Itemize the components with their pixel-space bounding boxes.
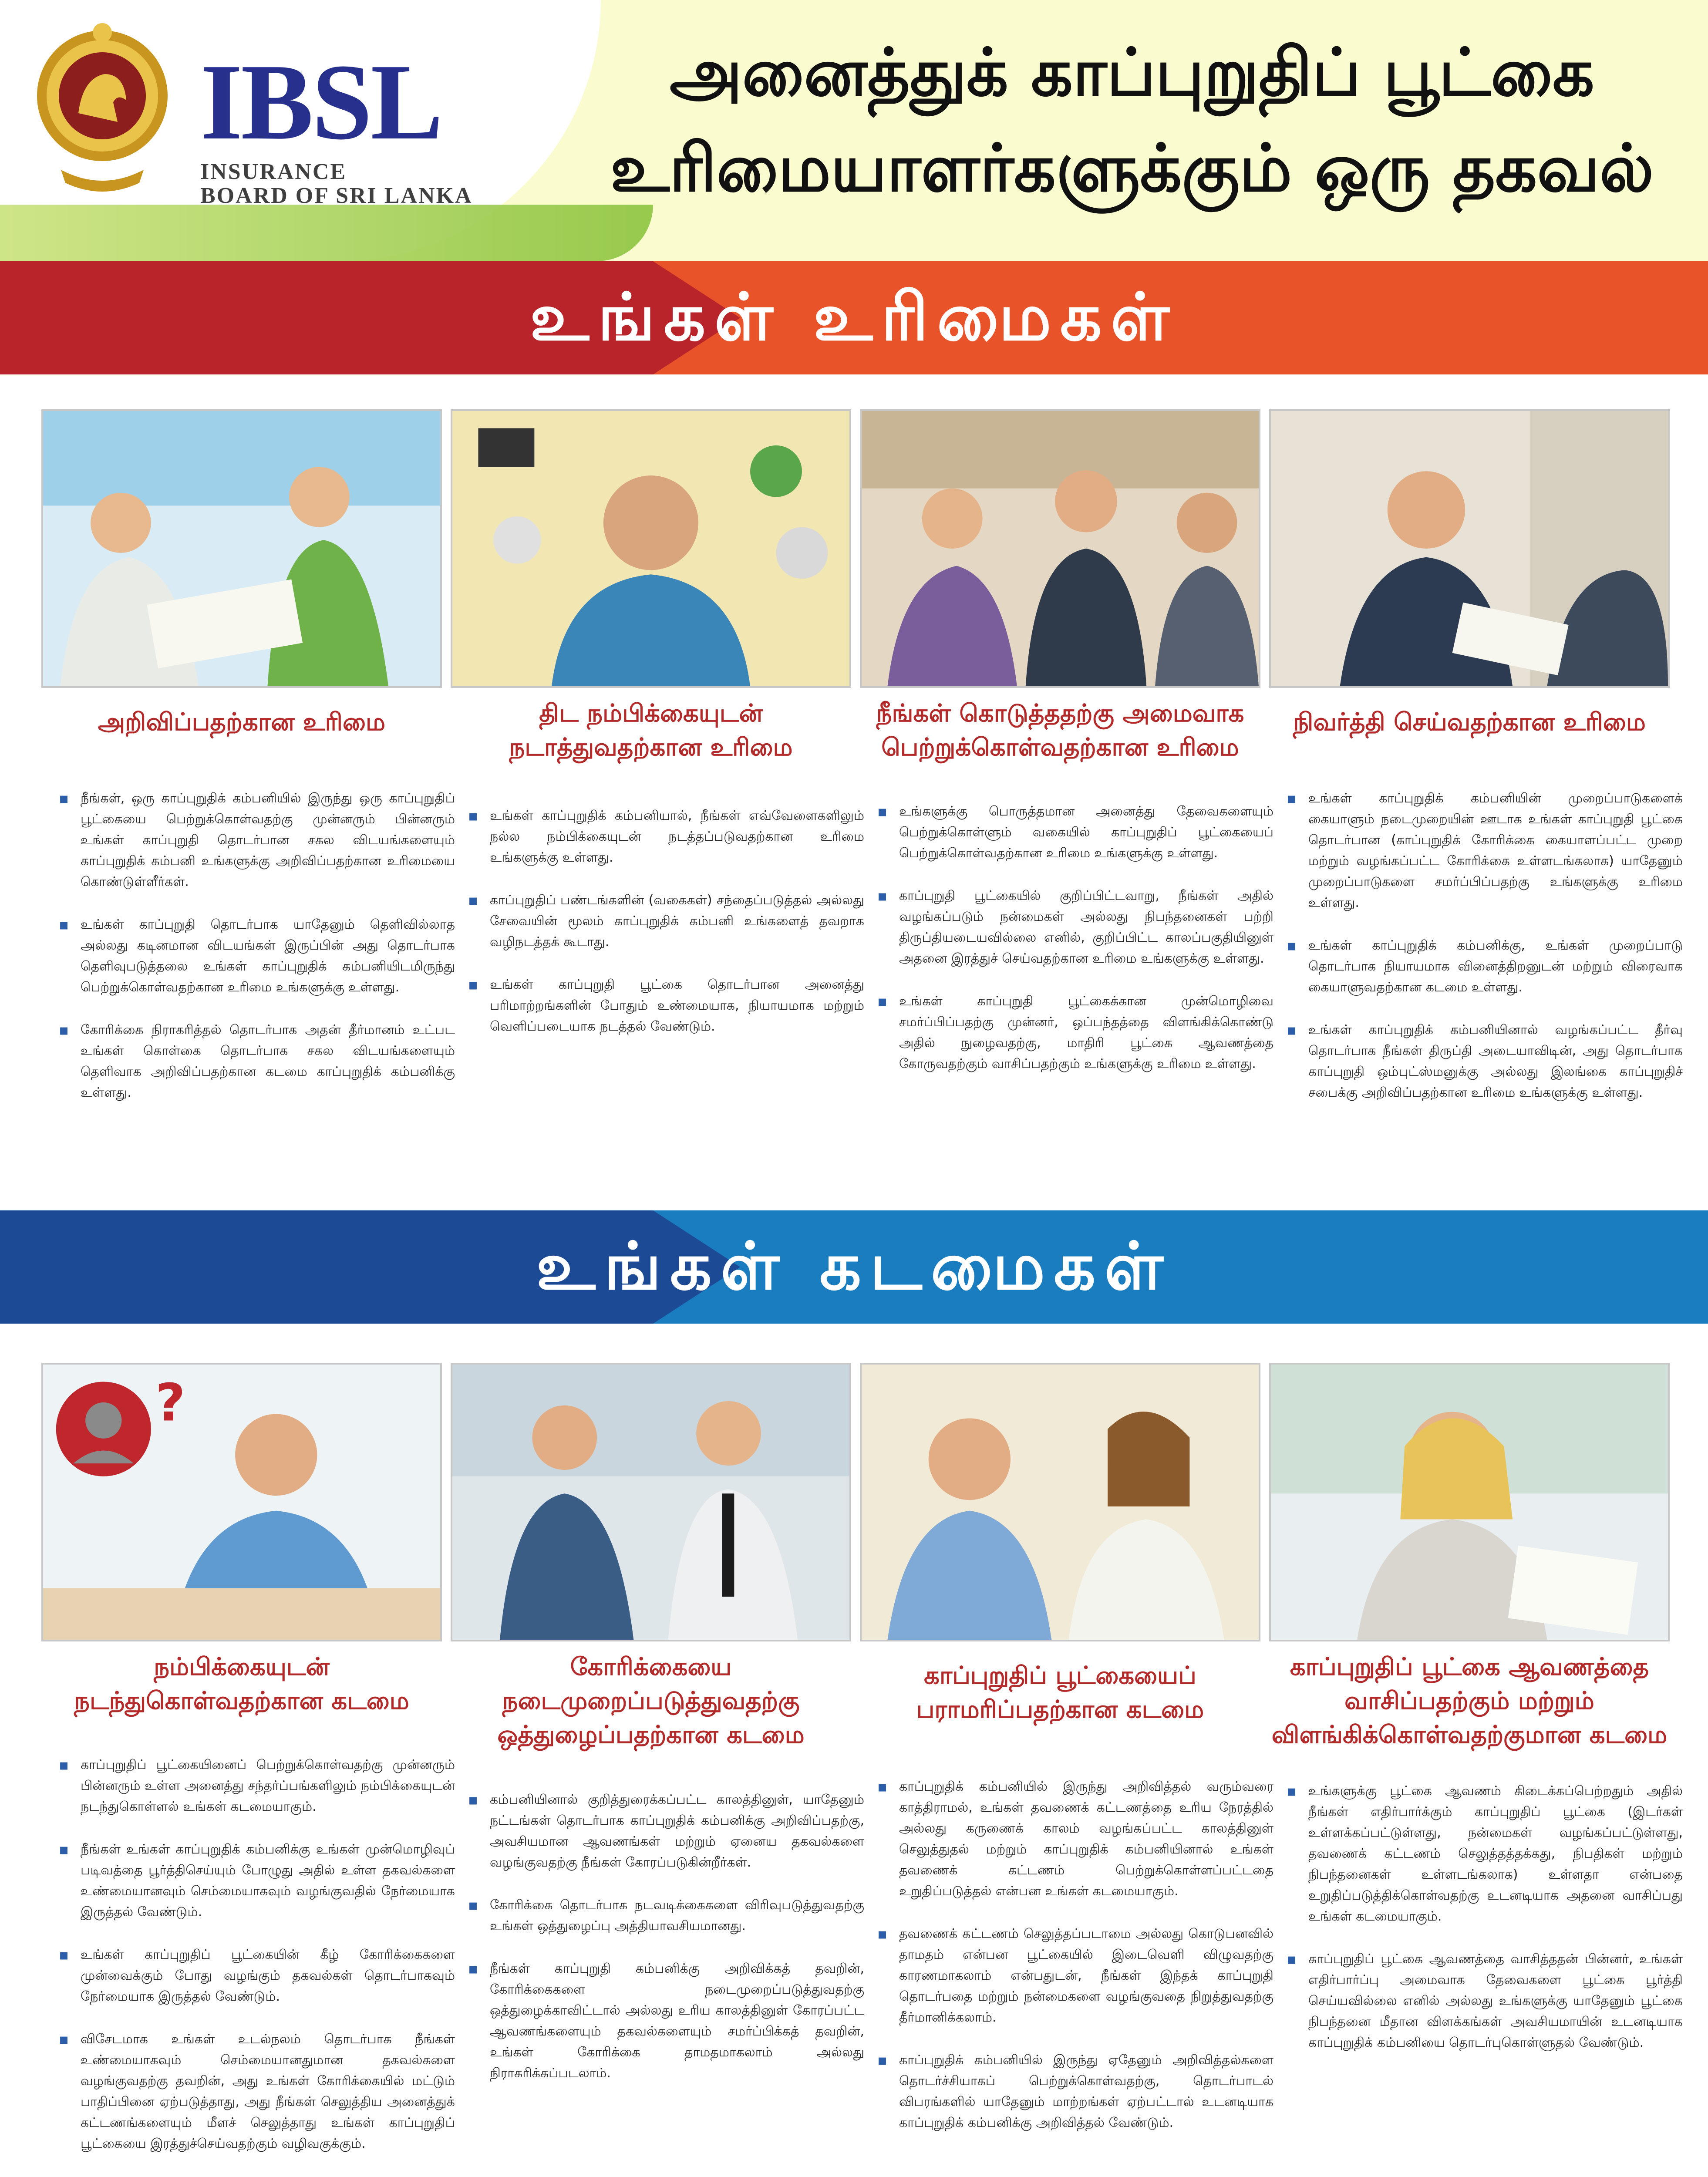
list-item: ▪ உங்கள் காப்புறுதி தொடர்பாக யாதேனும் தெளிவில்லாத அல்லது கடினமான விடயங்கள் இருப்பின் அது தொடர்பாக தெளிவுபடுத்தலை உங்கள் காப்புறுதிக் கம்பனியிடமிருந்து பெற்றுக்கொள்வதற்கான உரிமை உங்களுக்கு உள்ளது. (81, 914, 455, 998)
ibsl-logo: IBSL (200, 42, 441, 162)
rights-section (0, 392, 1708, 1210)
card-title: கோரிக்கையை நடைமுறைப்படுத்துவதற்கு ஒத்துழைப்பதற்கான கடமை (497, 1653, 805, 1749)
list-item: ▪ காப்புறுதி பூட்கையில் குறிப்பிட்டவாறு, நீங்கள் அதில் வழங்கப்படும் நன்மைகள் அல்லது நிபந்தனைகள் பற்றி திருப்தியடையவில்லை எனில், குறிப்பிட்ட காலப்பகுதியினுள் அதனை இரத்துச் செய்வதற்கான உரிமை உங்களுக்கு உள்ளது. (899, 886, 1273, 969)
card-points (877, 801, 1273, 1096)
duties-banner (0, 1210, 1708, 1324)
header-swoosh (0, 205, 653, 261)
card-title: நம்பிக்கையுடன் நடந்துகொள்வதற்கான கடமை (74, 1653, 409, 1715)
card-title: காப்புறுதிப் பூட்கையைப் பராமரிப்பதற்கான கடமை (916, 1661, 1204, 1724)
list-item: ▪ உங்கள் காப்புறுதி பூட்கைக்கான முன்மொழிவை சமர்ப்பிப்பதற்கு முன்னர், ஒப்பந்தத்தை விளங்கிக்கொண்டு அதில் நுழைவதற்கு, மாதிரி பூட்கை ஆவணத்தை கோருவதற்கும் வாசிப்பதற்கும் உங்களுக்கு உரிமை உள்ளது. (899, 991, 1273, 1075)
illustration-man-thinking (451, 409, 851, 688)
list-item: ▪ தவணைக் கட்டணம் செலுத்தப்படாமை அல்லது கொடுபனவில் தாமதம் என்பன பூட்கையில் இடைவெளி விழுவதற்கு காரணமாகலாம் என்பதுடன், நீங்கள் இந்தக் காப்புறுதி தொடர்பதை மற்றும் நன்மைகளை வழங்குவதை நிறுத்துவதற்கு தீர்மானிக்கலாம். (899, 1924, 1273, 2028)
list-item: ▪ உங்கள் காப்புறுதி பூட்கை தொடர்பான அனைத்து பரிமாற்றங்களின் போதும் உண்மையாக, நியாயமாக மற்றும் வெளிப்படையாக நடத்தல் வேண்டும். (490, 974, 864, 1037)
illustration-woman-reading (1269, 1363, 1670, 1641)
list-item: ▪ நீங்கள் உங்கள் காப்புறுதிக் கம்பனிக்கு உங்கள் முன்மொழிவுப் படிவத்தை பூர்த்திசெய்யும் போழுது அதில் உள்ள தகவல்களை உண்மையானவும் செம்மையாகவும் வழங்குவதில் நேர்மையாக இருத்தல் வேண்டும். (81, 1839, 455, 1923)
list-item: ▪ கம்பனியினால் குறித்துரைக்கப்பட்ட காலத்தினுள், யாதேனும் நட்டங்கள் தொடர்பாக காப்புறுதிக் கம்பனிக்கு அறிவிப்பதற்கு, அவசியமான ஆவணங்கள் மற்றும் ஏனைய தகவல்களை வழங்குவதற்கு நீங்கள் கோரப்படுகின்றீர்கள். (490, 1789, 864, 1873)
card-title: நீங்கள் கொடுத்ததற்கு அமைவாக பெற்றுக்கொள்வதற்கான உரிமை (876, 699, 1244, 762)
list-item: ▪ நீங்கள், ஒரு காப்புறுதிக் கம்பனியில் இருந்து ஒரு காப்புறுதிப் பூட்கையை பெற்றுக்கொள்வதற்கு முன்னரும் பின்னரும் உங்கள் காப்புறுதி தொடர்பான சகல விடயங்களையும் காப்புறுதிக் கம்பனி உங்களுக்கு அறிவிப்பதற்கான உரிமையை கொண்டுள்ளீர்கள். (81, 788, 455, 893)
list-item: ▪ கோரிக்கை நிராகரித்தல் தொடர்பாக அதன் தீர்மானம் உட்பட உங்கள் கொள்கை தொடர்பாக சகல விடயங்களையும் தெளிவாக அறிவிப்பதற்கான கடமை காப்புறுதிக் கம்பனிக்கு உள்ளது. (81, 1020, 455, 1103)
list-item: ▪ உங்கள் காப்புறுதிக் கம்பனிக்கு, உங்கள் முறைப்பாடு தொடர்பாக நியாயமாக வினைத்திறனுடன் மற்றும் விரைவாக கையாளுவதற்கான கடமை உள்ளது. (1308, 935, 1683, 998)
card-points (468, 1789, 864, 2106)
list-item: ▪ உங்கள் காப்புறுதிக் கம்பனியால், நீங்கள் எவ்வேளைகளிலும் நல்ல நம்பிக்கையுடன் நடத்தப்படுவதற்கான உரிமை உங்களுக்கு உள்ளது. (490, 805, 864, 868)
card-points (877, 1776, 1273, 2155)
list-item: ▪ கோரிக்கை தொடர்பாக நடவடிக்கைகளை விரிவுபடுத்துவதற்கு உங்கள் ஒத்துழைப்பு அத்தியாவசியமானது. (490, 1895, 864, 1937)
card-title: காப்புறுதிப் பூட்கை ஆவணத்தை வாசிப்பதற்கும் மற்றும் விளங்கிக்கொள்வதற்குமான கடமை (1271, 1653, 1668, 1749)
list-item: ▪ நீங்கள் காப்புறுதி கம்பனிக்கு அறிவிக்கத் தவறின், கோரிக்கைகளை நடைமுறைப்படுத்துவதற்கு ஒத்துழைக்காவிட்டால் அல்லது உரிய காலத்தினுள் கோரப்பட்ட ஆவணங்களையும் தகவல்களையும் சமர்ப்பிக்கத் தவறின், உங்கள் கோரிக்கை தாமதமாகலாம் அல்லது நிராகரிக்கப்படலாம். (490, 1958, 864, 2084)
card-points (1287, 788, 1683, 1125)
list-item: ▪ உங்கள் காப்புறுதிக் கம்பனியினால் வழங்கப்பட்ட தீர்வு தொடர்பாக நீங்கள் திருப்தி அடையாவிடின், அது தொடர்பாக காப்புறுதி ஒம்புட்ஸ்மனுக்கு அல்லது இலங்கை காப்புறுதிச் சபைக்கு அறிவிப்பதற்கான உரிமை உங்களுக்கு உள்ளது. (1308, 1020, 1683, 1103)
list-item: ▪ உங்கள் காப்புறுதிக் கம்பனியின் முறைப்பாடுகளைக் கையாளும் நடைமுறையின் ஊடாக உங்கள் காப்புறுதி பூட்கை தொடர்பான (காப்புறுதிக் கோரிக்கை கையாளப்பட்ட முறை மற்றும் வழங்கப்பட்ட கோரிக்கை உள்ளடங்கலாக) யாதேனும் முறைப்பாடுகளை சமர்ப்பிப்பதற்கு உங்களுக்கு உரிமை உள்ளது. (1308, 788, 1683, 913)
list-item: ▪ உங்கள் காப்புறுதிப் பூட்கையின் கீழ் கோரிக்கைகளை முன்வைக்கும் போது வழங்கும் தகவல்கள் தொடர்பாகவும் நேர்மையாக இருத்தல் வேண்டும். (81, 1944, 455, 2007)
list-item: ▪ காப்புறுதிக் கம்பனியில் இருந்து அறிவித்தல் வரும்வரை காத்திராமல், உங்கள் தவணைக் கட்டணத்தை உரிய நேரத்தில் அல்லது கருணைக் காலம் வழங்கப்பட்ட காலத்தினுள் செலுத்துதல் மற்றும் காப்புறுதிக் கம்பனியினால் உங்கள் தவணைக் கட்டணம் பெற்றுக்கொள்ளப்பட்டதை உறுதிப்படுத்தல் என்பன உங்கள் கடமையாகும். (899, 1776, 1273, 1902)
card-title: நிவர்த்தி செய்வதற்கான உரிமை (1293, 708, 1646, 736)
list-item: ▪ காப்புறுதிப் பூட்கையினைப் பெற்றுக்கொள்வதற்கு முன்னரும் பின்னரும் உள்ள அனைத்து சந்தர்ப்பங்களிலும் நம்பிக்கையுடன் நடந்துகொள்ளல் உங்கள் கடமையாகும். (81, 1755, 455, 1817)
page-title-line-1: அனைத்துக் காப்புறுதிப் பூட்கை (670, 35, 1594, 111)
card-title: திட நம்பிக்கையுடன் நடாத்துவதற்கான உரிமை (509, 699, 793, 762)
sri-lanka-emblem-icon (30, 13, 174, 196)
list-item: ▪ விசேடமாக உங்கள் உடல்நலம் தொடர்பாக நீங்கள் உண்மையாகவும் செம்மையானதுமான தகவல்களை வழங்குவதற்கு தவறின், அது உங்கள் கோரிக்கையில் மட்டும் பாதிப்பினை ஏற்படுத்தாது, அது நீங்கள் செலுத்திய அனைத்துக் கட்டணங்களையும் மீளச் செலுத்தாது உங்கள் காப்புறுதிப் பூட்கையை இரத்துச்செய்வதற்கும் வழிவகுக்கும். (81, 2029, 455, 2154)
card-points (59, 1755, 455, 2176)
illustration-phone-call (860, 1363, 1260, 1641)
page-title-line-2: உரிமையாளர்களுக்கும் ஒரு தகவல் (610, 131, 1654, 206)
illustration-complaint-meeting (1269, 409, 1670, 688)
list-item: ▪ காப்புறுதிக் கம்பனியில் இருந்து ஏதேனும் அறிவித்தல்களை தொடர்ச்சியாகப் பெற்றுக்கொள்வதற்கு, தொடர்பாடல் விபரங்களில் யாதேனும் மாற்றங்கள் ஏற்பட்டால் உடனடியாக காப்புறுதிக் கம்பனிக்கு அறிவித்தல் வேண்டும். (899, 2050, 1273, 2133)
card-points (468, 805, 864, 1059)
ibsl-logo-subtitle-1: INSURANCE (200, 159, 347, 184)
list-item: ▪ உங்களுக்கு பூட்கை ஆவணம் கிடைக்கப்பெற்றதும் அதில் நீங்கள் எதிர்பார்க்கும் காப்புறுதிப் பூட்கை (இடர்கள் உள்ளக்கப்பட்டுள்ளது, நன்மைகள் வழங்கப்பட்டுள்ளது, தவணைக் கட்டணம் செலுத்தத்தக்கது, நிபதிகள் மற்றும் நிபந்தனைகள் உள்ளடங்கலாக) உள்ளதா என்பதை உறுதிப்படுத்திக்கொள்வதற்கு உடனடியாக அதனை வாசிப்பது உங்கள் கடமையாகும். (1308, 1781, 1683, 1927)
illustration-agent-explaining (41, 409, 442, 688)
card-points (59, 788, 455, 1125)
list-item: ▪ காப்புறுதிப் பண்டங்களின் (வகைகள்) சந்தைப்படுத்தல் அல்லது சேவையின் மூலம் காப்புறுதிக் கம்பனி உங்களைத் தவறாக வழிநடத்தக் கூடாது. (490, 890, 864, 953)
rights-banner-title: உங்கள் உரிமைகள் (530, 279, 1178, 355)
card-points (1287, 1781, 1683, 2075)
illustration-two-men-handshake (451, 1363, 851, 1641)
svg-text:?: ? (155, 1372, 185, 1433)
card-title: அறிவிப்பதற்கான உரிமை (98, 708, 386, 736)
list-item: ▪ உங்களுக்கு பொருத்தமான அனைத்து தேவைகளையும் பெற்றுக்கொள்ளும் வகையில் காப்புறுதிப் பூட்கையைப் பெற்றுக்கொள்வதற்கான உரிமை உங்களுக்கு உள்ளது. (899, 801, 1273, 864)
duties-banner-title: உங்கள் கடமைகள் (536, 1228, 1172, 1304)
rights-banner (0, 261, 1708, 374)
illustration-handshake-meeting (860, 409, 1260, 688)
duties-section (0, 1337, 1708, 2177)
illustration-man-signing (41, 1363, 442, 1641)
ibsl-logo-subtitle-2: BOARD OF SRI LANKA (200, 183, 473, 208)
list-item: ▪ காப்புறுதிப் பூட்கை ஆவணத்தை வாசித்ததன் பின்னர், உங்கள் எதிர்பார்ப்பு அமைவாக தேவைகளை பூட்கை பூர்த்தி செய்யவில்லை எனில் அல்லது உங்களுக்கு யாதேனும் பூட்கை நிபந்தனை மீதான விளக்கங்கள் அவசியமாயின் உடனடியாக காப்புறுதிக் கம்பனியை தொடர்புகொள்ளுதல் வேண்டும். (1308, 1949, 1683, 2053)
